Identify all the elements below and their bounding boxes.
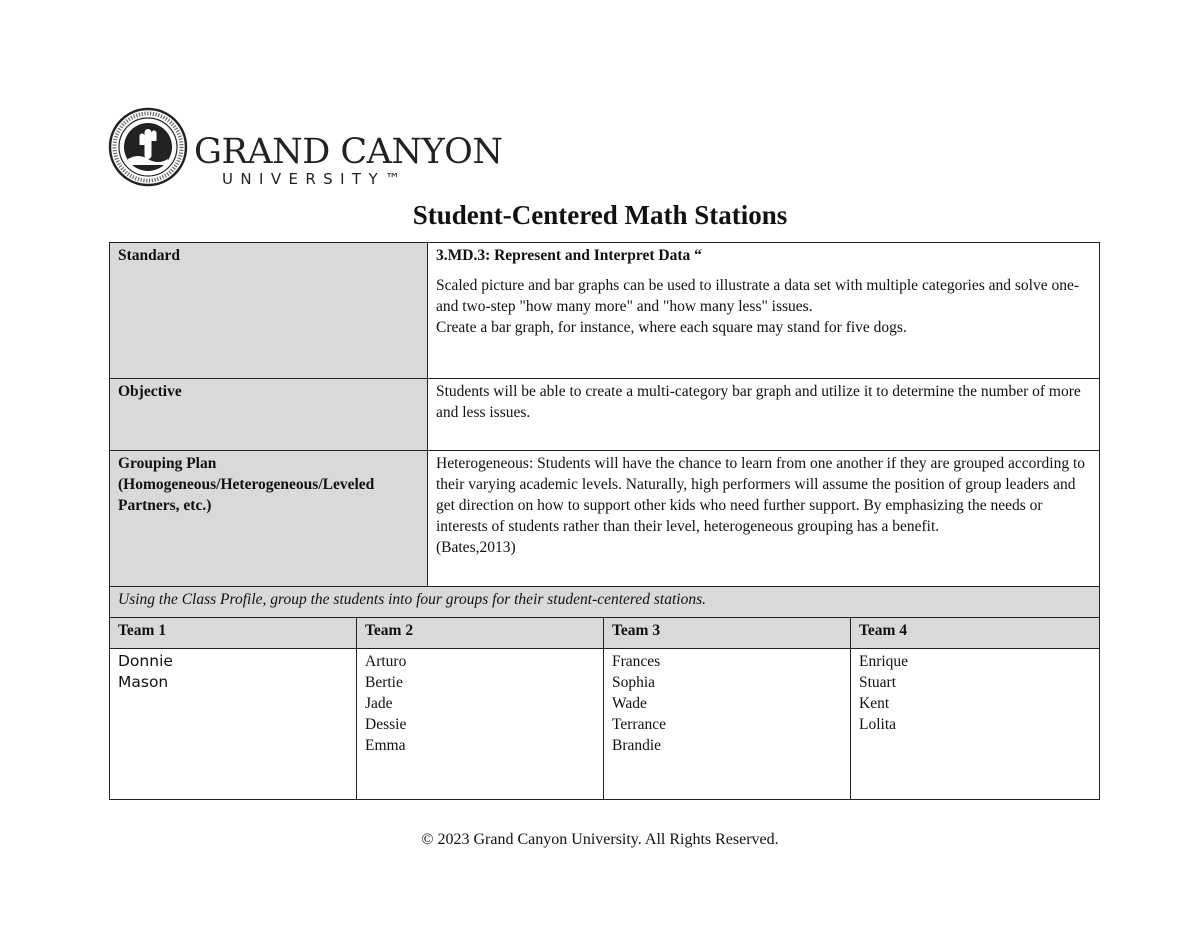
team2-header: Team 2 [357, 618, 604, 649]
standard-row [110, 243, 1100, 379]
logo-wordmark: GRAND CANYON [194, 132, 503, 172]
team1-members: Donnie Mason [110, 649, 357, 800]
objective-label: Objective [110, 379, 428, 451]
team3-members: Frances Sophia Wade Terrance Brandie [604, 649, 851, 800]
grouping-row [110, 451, 1100, 587]
instruction-text: Using the Class Profile, group the students into four groups for their student-centered stations. [110, 587, 1100, 618]
grouping-label: Grouping Plan (Homogeneous/Heterogeneous/Leveled Partners, etc.) [110, 451, 428, 587]
university-logo [108, 107, 503, 193]
objective-body: Students will be able to create a multi-category bar graph and utilize it to determine the number of more and less issues. [428, 379, 1100, 451]
standard-heading: 3.MD.3: Represent and Interpret Data “ [436, 247, 702, 264]
university-seal-icon [108, 107, 188, 187]
team1-header: Team 1 [110, 618, 357, 649]
standard-body: Scaled picture and bar graphs can be used to illustrate a data set with multiple categories and solve one- and two-step "how many more" and "how many less" issues. Create a bar graph, for instance, where each square may stand for five dogs. [436, 277, 1080, 336]
standard-content [428, 243, 1100, 379]
instruction-row [110, 587, 1100, 618]
team2-members: Arturo Bertie Jade Dessie Emma [357, 649, 604, 800]
document-title: Student-Centered Math Stations [412, 200, 788, 230]
copyright-footer: © 2023 Grand Canyon University. All Rights Reserved. [421, 831, 779, 848]
team-members-row [110, 649, 1100, 800]
objective-row [110, 379, 1100, 451]
lesson-plan-table [109, 242, 1100, 800]
grouping-body: Heterogeneous: Students will have the chance to learn from one another if they are grouped according to their varying academic levels. Naturally, high performers will assume the position of group leaders and get direction on how to support other kids who need further support. By emphasizing the needs or interests of students rather than their level, heterogeneous grouping has a benefit. (Bates,2013) [428, 451, 1100, 587]
logo-subtitle: UNIVERSITY™ [222, 170, 408, 188]
team3-header: Team 3 [604, 618, 851, 649]
team4-members: Enrique Stuart Kent Lolita [851, 649, 1100, 800]
team4-header: Team 4 [851, 618, 1100, 649]
standard-label: Standard [110, 243, 428, 379]
team-header-row [110, 618, 1100, 649]
